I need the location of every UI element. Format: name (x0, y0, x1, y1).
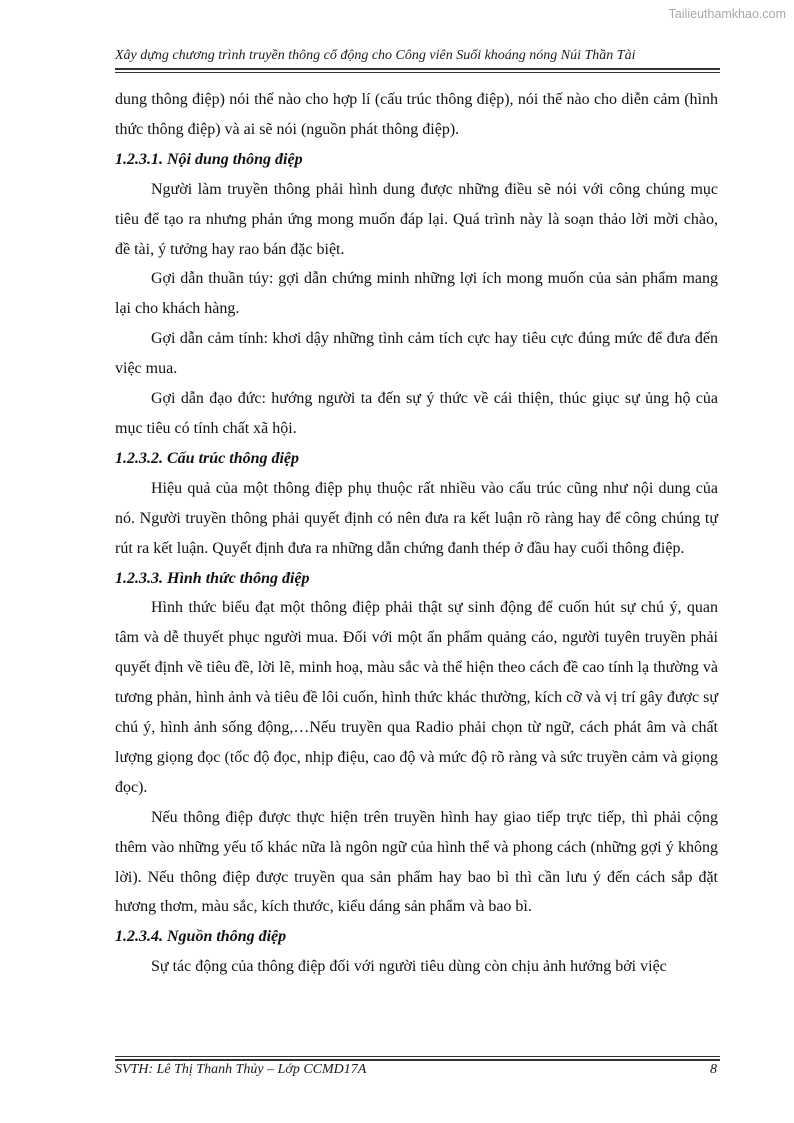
header-divider (115, 68, 720, 73)
section-heading-cau-truc: 1.2.3.2. Cấu trúc thông điệp (115, 449, 300, 467)
paragraph: Người làm truyền thông phải hình dung được những điều sẽ nói với công chúng mục tiêu để tạo ra nhưng phản ứng mong muốn đáp lại. Quá trình này là soạn thảo lời mời chào, đề tài, ý tưởng hay rao bán đặc biệt. (115, 180, 718, 258)
watermark-text: Tailieuthamkhao.com (668, 7, 786, 21)
page-number: 8 (710, 1062, 717, 1077)
paragraph-continued: dung thông điệp) nói thế nào cho hợp lí (cấu trúc thông điệp), nói thế nào cho diễn cảm (hình thức thông điệp) và ai sẽ nói (nguồn phát thông điệp). (115, 91, 718, 138)
page-body (115, 85, 718, 982)
paragraph: Gợi dẫn đạo đức: hướng người ta đến sự ý thức về cái thiện, thúc giục sự ủng hộ của mục tiêu có tính chất xã hội. (115, 390, 718, 437)
section-heading-nguon: 1.2.3.4. Nguồn thông điệp (115, 928, 287, 946)
section-heading-noi-dung: 1.2.3.1. Nội dung thông điệp (115, 150, 303, 168)
paragraph: Sự tác động của thông điệp đối với người tiêu dùng còn chịu ảnh hưởng bởi việc (151, 958, 667, 976)
paragraph: Nếu thông điệp được thực hiện trên truyền hình hay giao tiếp trực tiếp, thì phải cộng thêm vào những yếu tố khác nữa là ngôn ngữ của hình thể và phong cách (những gợi ý không lời). Nếu thông điệp được truyền qua sản phẩm hay bao bì thì cần lưu ý đến cách sắp đặt hương thơm, màu sắc, kích thước, kiểu dáng sản phẩm và bao bì. (115, 808, 718, 916)
paragraph: Gợi dẫn cảm tính: khơi dậy những tình cảm tích cực hay tiêu cực đúng mức để đưa đến việc mua. (115, 330, 718, 378)
paragraph: Gợi dẫn thuần túy: gợi dẫn chứng minh những lợi ích mong muốn của sản phẩm mang lại cho khách hàng. (115, 270, 718, 318)
running-footer (115, 1062, 720, 1078)
paragraph: Hình thức biểu đạt một thông điệp phải thật sự sinh động để cuốn hút sự chú ý, quan tâm và dễ thuyết phục người mua. Đối với một ấn phẩm quảng cáo, người tuyên truyền phải quyết định về tiêu đề, lời lẽ, minh hoạ, màu sắc và thể hiện theo cách đề cao tính lạ thường và tương phản, hình ảnh và tiêu đề lôi cuốn, hình thức khác thường, kích cỡ và vị trí gây được sự chú ý, hình ảnh sống động,…Nếu truyền qua Radio phải chọn từ ngữ, cách phát âm và chất lượng giọng đọc (tốc độ đọc, nhịp điệu, cao độ và mức độ rõ ràng và sức truyền cảm và giọng đọc). (115, 599, 718, 796)
running-header: Xây dựng chương trình truyền thông cổ động cho Công viên Suối khoáng nóng Núi Thần Tài (115, 48, 636, 63)
paragraph: Hiệu quả của một thông điệp phụ thuộc rất nhiều vào cấu trúc cũng như nội dung của nó. Người truyền thông phải quyết định có nên đưa ra kết luận rõ ràng hay để công chúng tự rút ra kết luận. Quyết định đưa ra những dẫn chứng đanh thép ở đầu hay cuối thông điệp. (115, 479, 718, 557)
section-heading-hinh-thuc: 1.2.3.3. Hình thức thông điệp (115, 569, 310, 587)
footer-divider (115, 1056, 720, 1061)
footer-author: SVTH: Lê Thị Thanh Thủy – Lớp CCMD17A (115, 1062, 367, 1077)
